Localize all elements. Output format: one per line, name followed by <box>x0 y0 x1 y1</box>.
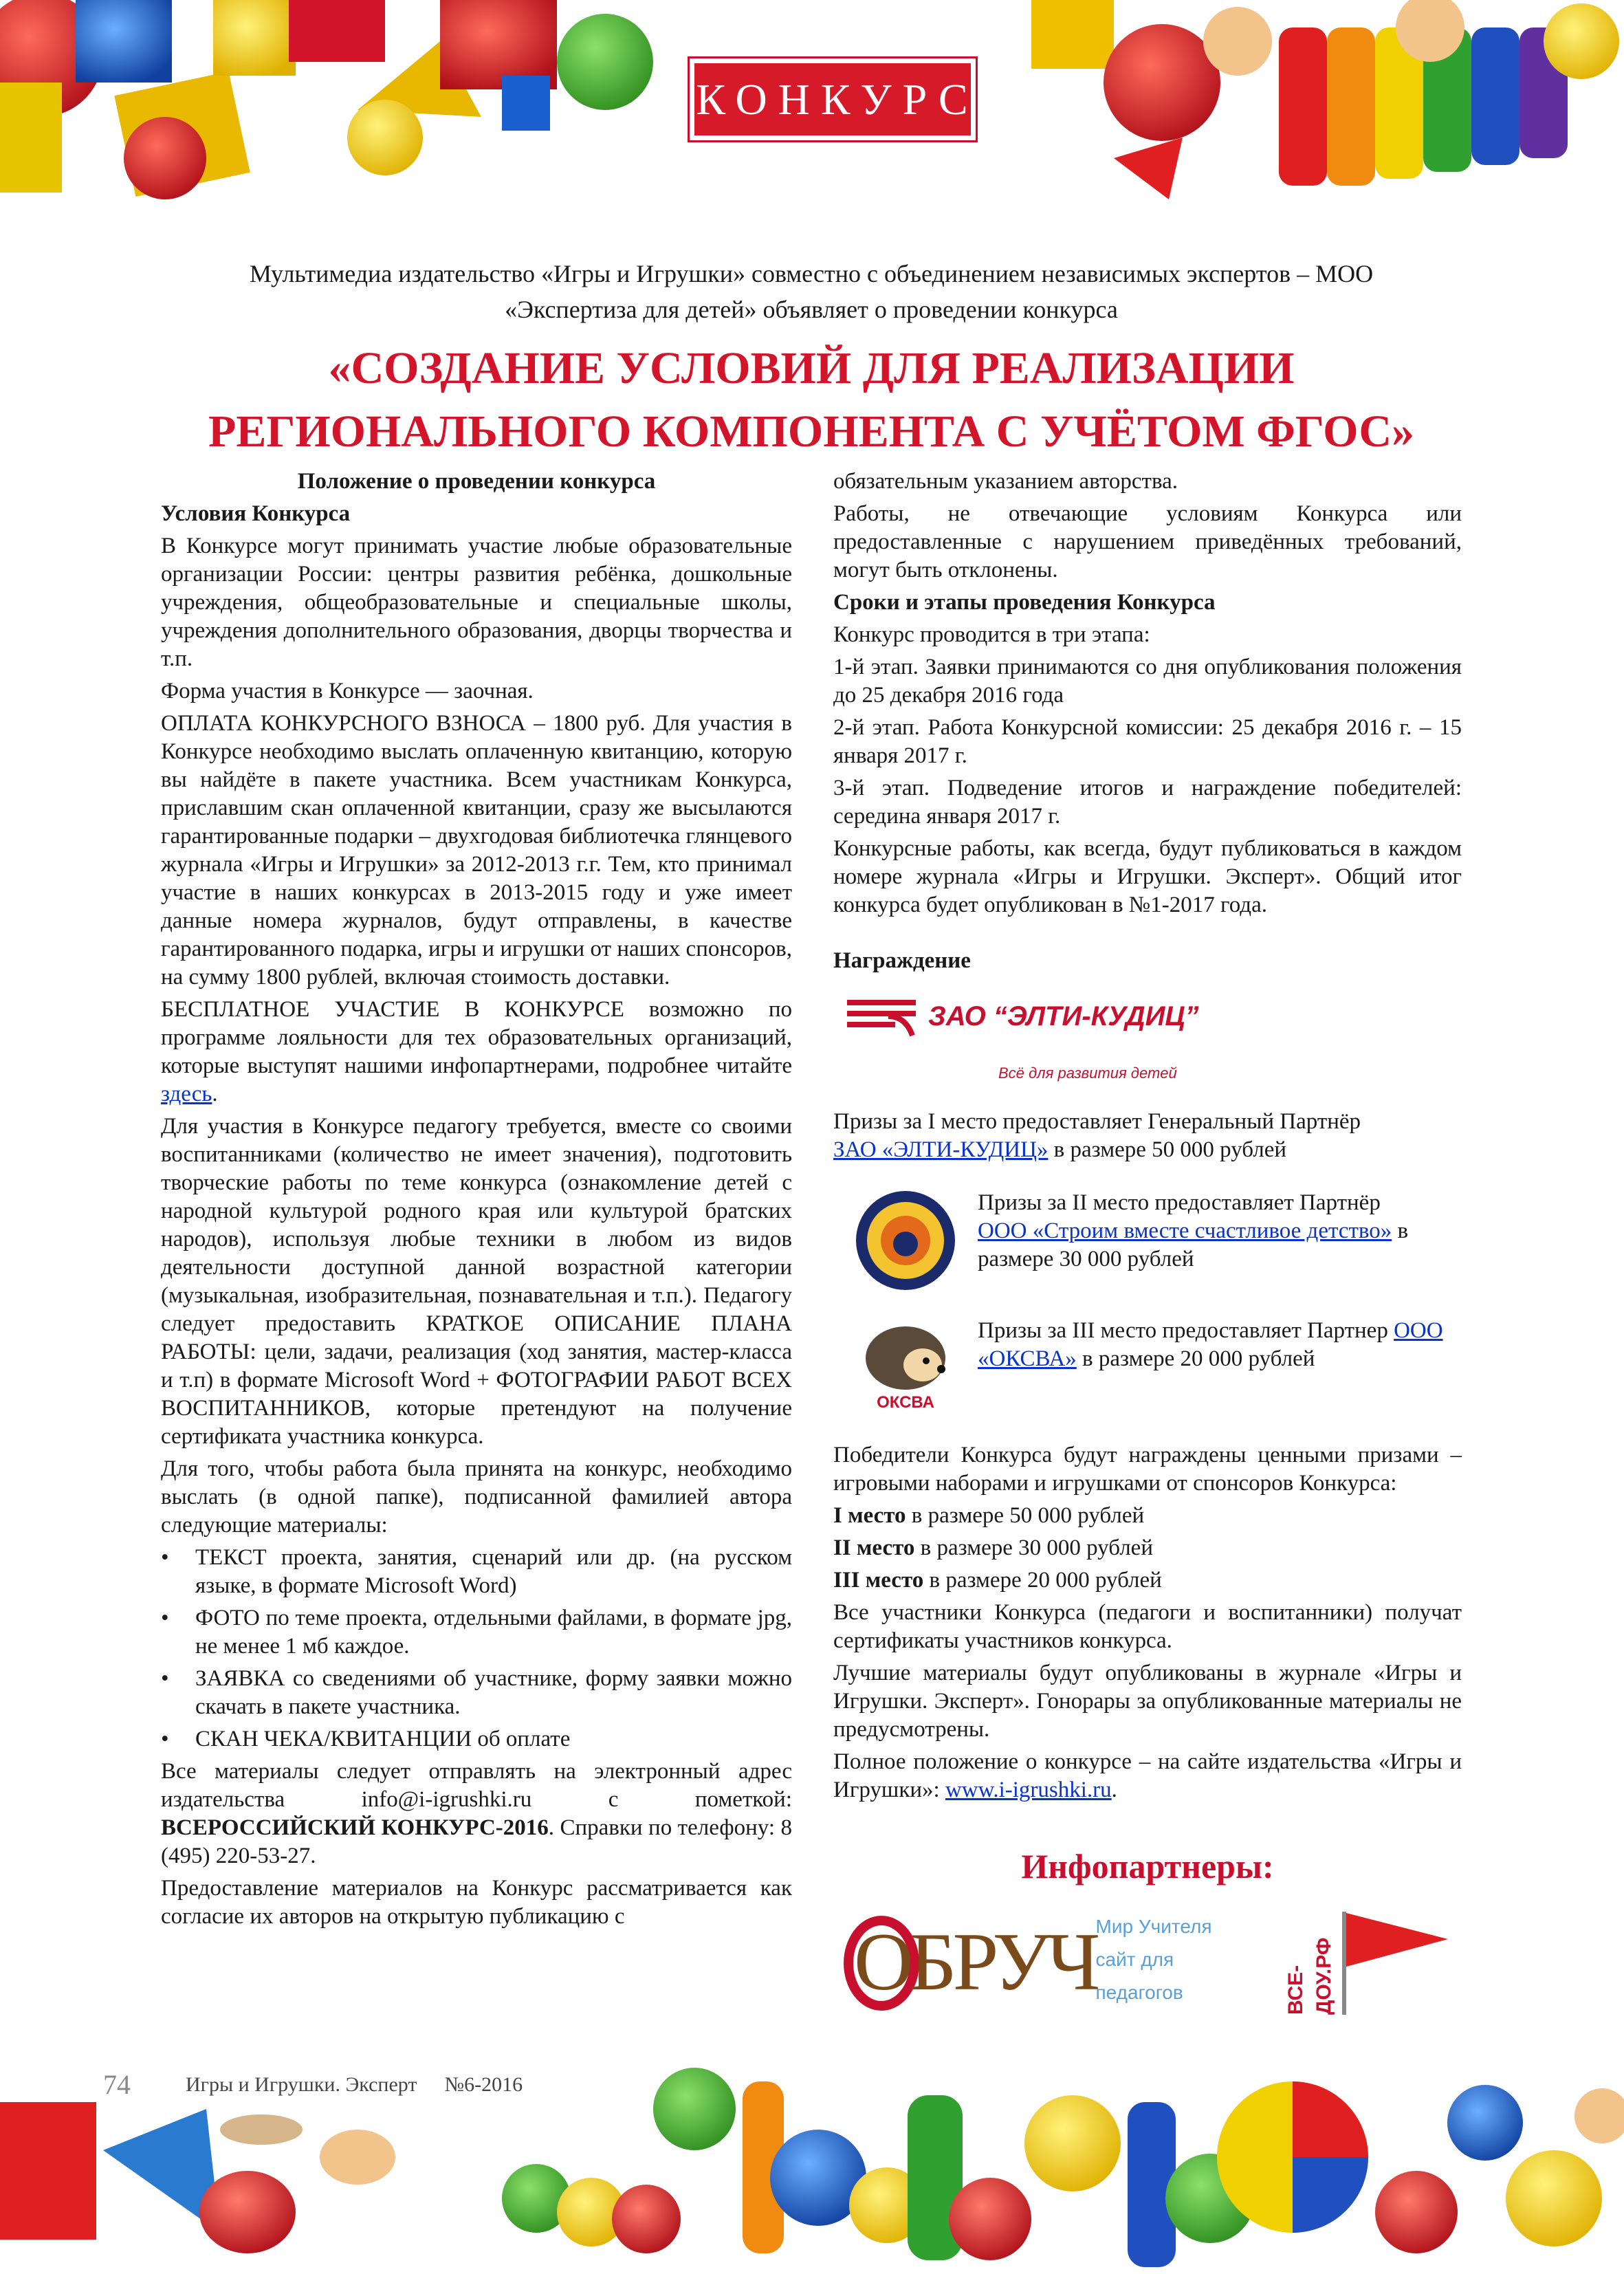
page-footer <box>103 2068 523 2101</box>
full-regulation-text: Полное положение о конкурсе – на сайте издательства «Игры и Игрушки»: <box>833 1749 1462 1802</box>
paragraph-rejection: Работы, не отвечающие условиям Конкурса или предоставленные с нарушением приведённых требований, могут быть отклонены. <box>833 501 1462 582</box>
awards-heading: Награждение <box>833 948 971 973</box>
terms-heading: Сроки и этапы проведения Конкурса <box>833 590 1216 615</box>
elti-emblem-icon <box>847 996 916 1037</box>
intro-text: Мультимедиа издательство «Игры и Игрушки» совместно с объединением независимых экспертов – МОО «Экспертиза для детей» объявляет о проведении конкурса <box>249 260 1374 323</box>
stroim-logo-icon <box>833 1189 978 1292</box>
paragraph-consent: Предоставление материалов на Конкурс рассматривается как согласие их авторов на открытую публикацию с <box>161 1876 792 1929</box>
section-badge-label: КОНКУРС <box>694 63 971 135</box>
mir-line-2: сайт для <box>1095 1949 1174 1970</box>
stroim-link[interactable]: ООО «Строим вместе счастливое детство» <box>978 1218 1392 1243</box>
submission-mark: ВСЕРОССИЙСКИЙ КОНКУРС-2016 <box>161 1815 549 1840</box>
paragraph-full-regulation <box>833 1748 1462 1804</box>
flag-icon <box>1338 1905 1455 2015</box>
prize-1-amount: в размере 50 000 рублей <box>1053 1137 1287 1162</box>
paragraph-form: Форма участия в Конкурсе — заочная. <box>161 679 534 703</box>
prize-2-label: Призы за II место предоставляет Партнёр <box>978 1190 1381 1215</box>
paragraph-submission <box>161 1758 792 1870</box>
prize-2-amount: в размере 30 000 рублей <box>978 1218 1409 1271</box>
right-column <box>833 468 1462 2018</box>
place-3-label: III место <box>833 1568 924 1593</box>
mir-uchitelya-logo[interactable] <box>1096 1910 1212 2009</box>
prize-2-text <box>978 1189 1462 1273</box>
paragraph-stage-1: 1-й этап. Заявки принимаются со дня опубликования положения до 25 декабря 2016 года <box>833 655 1462 708</box>
elti-logo-text: ЗАО “ЭЛТИ-КУДИЦ” <box>928 1001 1199 1031</box>
elti-logo <box>833 989 1462 1087</box>
free-participation-text: БЕСПЛАТНОЕ УЧАСТИЕ В КОНКУРСЕ возможно по программе лояльности для тех образовательных организаций, которые выступят нашими инфопартнерами, подробнее читайте <box>161 997 792 1078</box>
list-item: • ФОТО по теме проекта, отдельными файлами, в формате jpg, не менее 1 мб каждое. <box>161 1604 792 1661</box>
prize-1-text <box>833 1108 1462 1164</box>
left-column <box>161 468 792 1935</box>
section-badge <box>688 56 978 142</box>
place-3-value: в размере 20 000 рублей <box>929 1568 1162 1593</box>
place-1-label: I место <box>833 1503 906 1528</box>
paragraph-publication: Конкурсные работы, как всегда, будут публиковаться в каждом номере журнала «Игры и Игрушки. Эксперт». Общий итог конкурса будет опубликован в №1-2017 года. <box>833 836 1462 917</box>
list-item: • ТЕКСТ проекта, занятия, сценарий или др. (на русском языке, в формате Microsoft Word) <box>161 1544 792 1600</box>
paragraph-fee: ОПЛАТА КОНКУРСНОГО ВЗНОСА – 1800 руб. Для участия в Конкурсе необходимо выслать оплаченную квитанцию, которую вы найдёте в пакете участника. Всем участникам Конкурса, приславшим скан оплаченной квитанции, сразу же высылаются гарантированные подарки – двухгодовая библиотечка глянцевого журнала «Игры и Игрушки» за 2012-2013 г.г. Тем, кто принимал участие в наших конкурсах в 2013-2015 году и уже имеет данные номера журналов, будут отправлены, в качестве гарантированного подарка, игры и игрушки от наших спонсоров, на сумму 1800 рублей, включая стоимость доставки. <box>161 711 792 990</box>
contest-title-line1: «СОЗДАНИЕ УСЛОВИЙ ДЛЯ РЕАЛИЗАЦИИ <box>328 343 1295 393</box>
oksva-label: ОКСВА <box>877 1393 934 1412</box>
prize-2-row <box>833 1189 1462 1292</box>
place-1 <box>833 1502 1462 1530</box>
submission-phone: . Справки по телефону: 8 (495) 220-53-27. <box>161 1815 792 1868</box>
free-participation-end: . <box>212 1082 218 1106</box>
mir-line-1: Мир Учителя <box>1095 1916 1212 1937</box>
prize-1-label: Призы за I место предоставляет Генеральный Партнёр <box>833 1109 1361 1134</box>
mir-line-3: педагогов <box>1095 1982 1183 2003</box>
infopartners-logos <box>833 1901 1462 2018</box>
obruch-logo[interactable] <box>840 1908 1097 2011</box>
place-3 <box>833 1566 1462 1595</box>
paragraph-authorship: обязательным указанием авторства. <box>833 469 1178 494</box>
page-number: 74 <box>103 2069 131 2100</box>
paragraph-winners: Победители Конкурса будут награждены ценными призами – игровыми наборами и игрушками от спонсоров Конкурса: <box>833 1443 1462 1496</box>
submission-text: Все материалы следует отправлять на электронный адрес издательства info@i-igrushki.ru с пометкой: <box>161 1759 792 1812</box>
vse-dou-text: ВСЕ-ДОУ.РФ <box>1284 1937 1335 2015</box>
place-2-label: II место <box>833 1535 915 1560</box>
materials-list <box>161 1544 792 1753</box>
paragraph-requirements: Для участия в Конкурсе педагогу требуется, вместе со своими воспитанниками (количество не имеет значения), подготовить творческие работы по теме конкурса (ознакомление детей с народной культурой родного края или культурой братских народов), используя любые техники в любом из видов деятельности доступной данной возрастной категории (музыкальная, изобразительная, познавательная и т.п.). Педагогу следует предоставить КРАТКОЕ ОПИСАНИЕ ПЛАНА РАБОТЫ: цели, задачи, реализация (ход занятия, мастер-класса и т.п) в формате Microsoft Word + ФОТОГРАФИИ РАБОТ ВСЕХ ВОСПИТАННИКОВ, которые претендуют на получение сертификата участника конкурса. <box>161 1114 792 1449</box>
vse-dou-logo[interactable] <box>1282 1905 1455 2015</box>
hedgehog-icon <box>857 1317 954 1392</box>
place-2 <box>833 1534 1462 1562</box>
prize-3-text <box>978 1317 1462 1373</box>
issue-number: №6-2016 <box>444 2073 523 2096</box>
oksva-logo <box>833 1317 978 1417</box>
obruch-logo-text: ОБРУЧ <box>854 1916 1097 2007</box>
paragraph-stage-2: 2-й этап. Работа Конкурсной комиссии: 25 декабря 2016 г. – 15 января 2017 г. <box>833 715 1462 768</box>
prize-3-label: Призы за III место предоставляет Партнер <box>978 1318 1388 1343</box>
journal-name: Игры и Игрушки. Эксперт <box>186 2073 417 2096</box>
paragraph-materials: Для того, чтобы работа была принята на конкурс, необходимо выслать (в одной папке), подписанной фамилией автора следующие материалы: <box>161 1456 792 1538</box>
elti-slogan: Всё для развития детей <box>998 1064 1177 1082</box>
conditions-heading: Условия Конкурса <box>161 501 351 526</box>
elti-link[interactable]: ЗАО «ЭЛТИ-КУДИЦ» <box>833 1137 1049 1162</box>
paragraph-best-materials: Лучшие материалы будут опубликованы в журнале «Игры и Игрушки. Эксперт». Гонорары за опубликованные материалы не предусмотрены. <box>833 1661 1462 1742</box>
infopartners-heading: Инфопартнеры: <box>1021 1847 1274 1885</box>
full-regulation-end: . <box>1111 1778 1117 1802</box>
site-link[interactable]: www.i-igrushki.ru <box>945 1778 1112 1802</box>
place-1-value: в размере 50 000 рублей <box>911 1503 1145 1528</box>
list-item: • ЗАЯВКА со сведениями об участнике, форму заявки можно скачать в пакете участника. <box>161 1665 792 1721</box>
prize-3-row <box>833 1317 1462 1417</box>
paragraph-stage-3: 3-й этап. Подведение итогов и награждение победителей: середина января 2017 г. <box>833 776 1462 829</box>
list-item: • СКАН ЧЕКА/КВИТАНЦИИ об оплате <box>161 1725 792 1753</box>
details-link[interactable]: здесь <box>161 1082 212 1106</box>
contest-title-line2: РЕГИОНАЛЬНОГО КОМПОНЕНТА С УЧЁТОМ ФГОС» <box>208 406 1414 457</box>
place-2-value: в размере 30 000 рублей <box>920 1535 1153 1560</box>
paragraph-stages: Конкурс проводится в три этапа: <box>833 622 1150 647</box>
paragraph-certificates: Все участники Конкурса (педагоги и воспитанники) получат сертификаты участников конкурса. <box>833 1600 1462 1653</box>
paragraph-eligibility: В Конкурсе могут принимать участие любые образовательные организации России: центры развития ребёнка, дошкольные учреждения, общеобразовательные и специальные школы, учреждения дополнительного образования, дворцы творчества и т.п. <box>161 534 792 671</box>
oksva-link[interactable]: ООО «ОКСВА» <box>978 1318 1443 1371</box>
prize-3-amount: в размере 20 000 рублей <box>1082 1346 1315 1371</box>
contest-title <box>96 337 1526 463</box>
regulation-heading: Положение о проведении конкурса <box>297 469 656 494</box>
paragraph-free-participation <box>161 996 792 1108</box>
